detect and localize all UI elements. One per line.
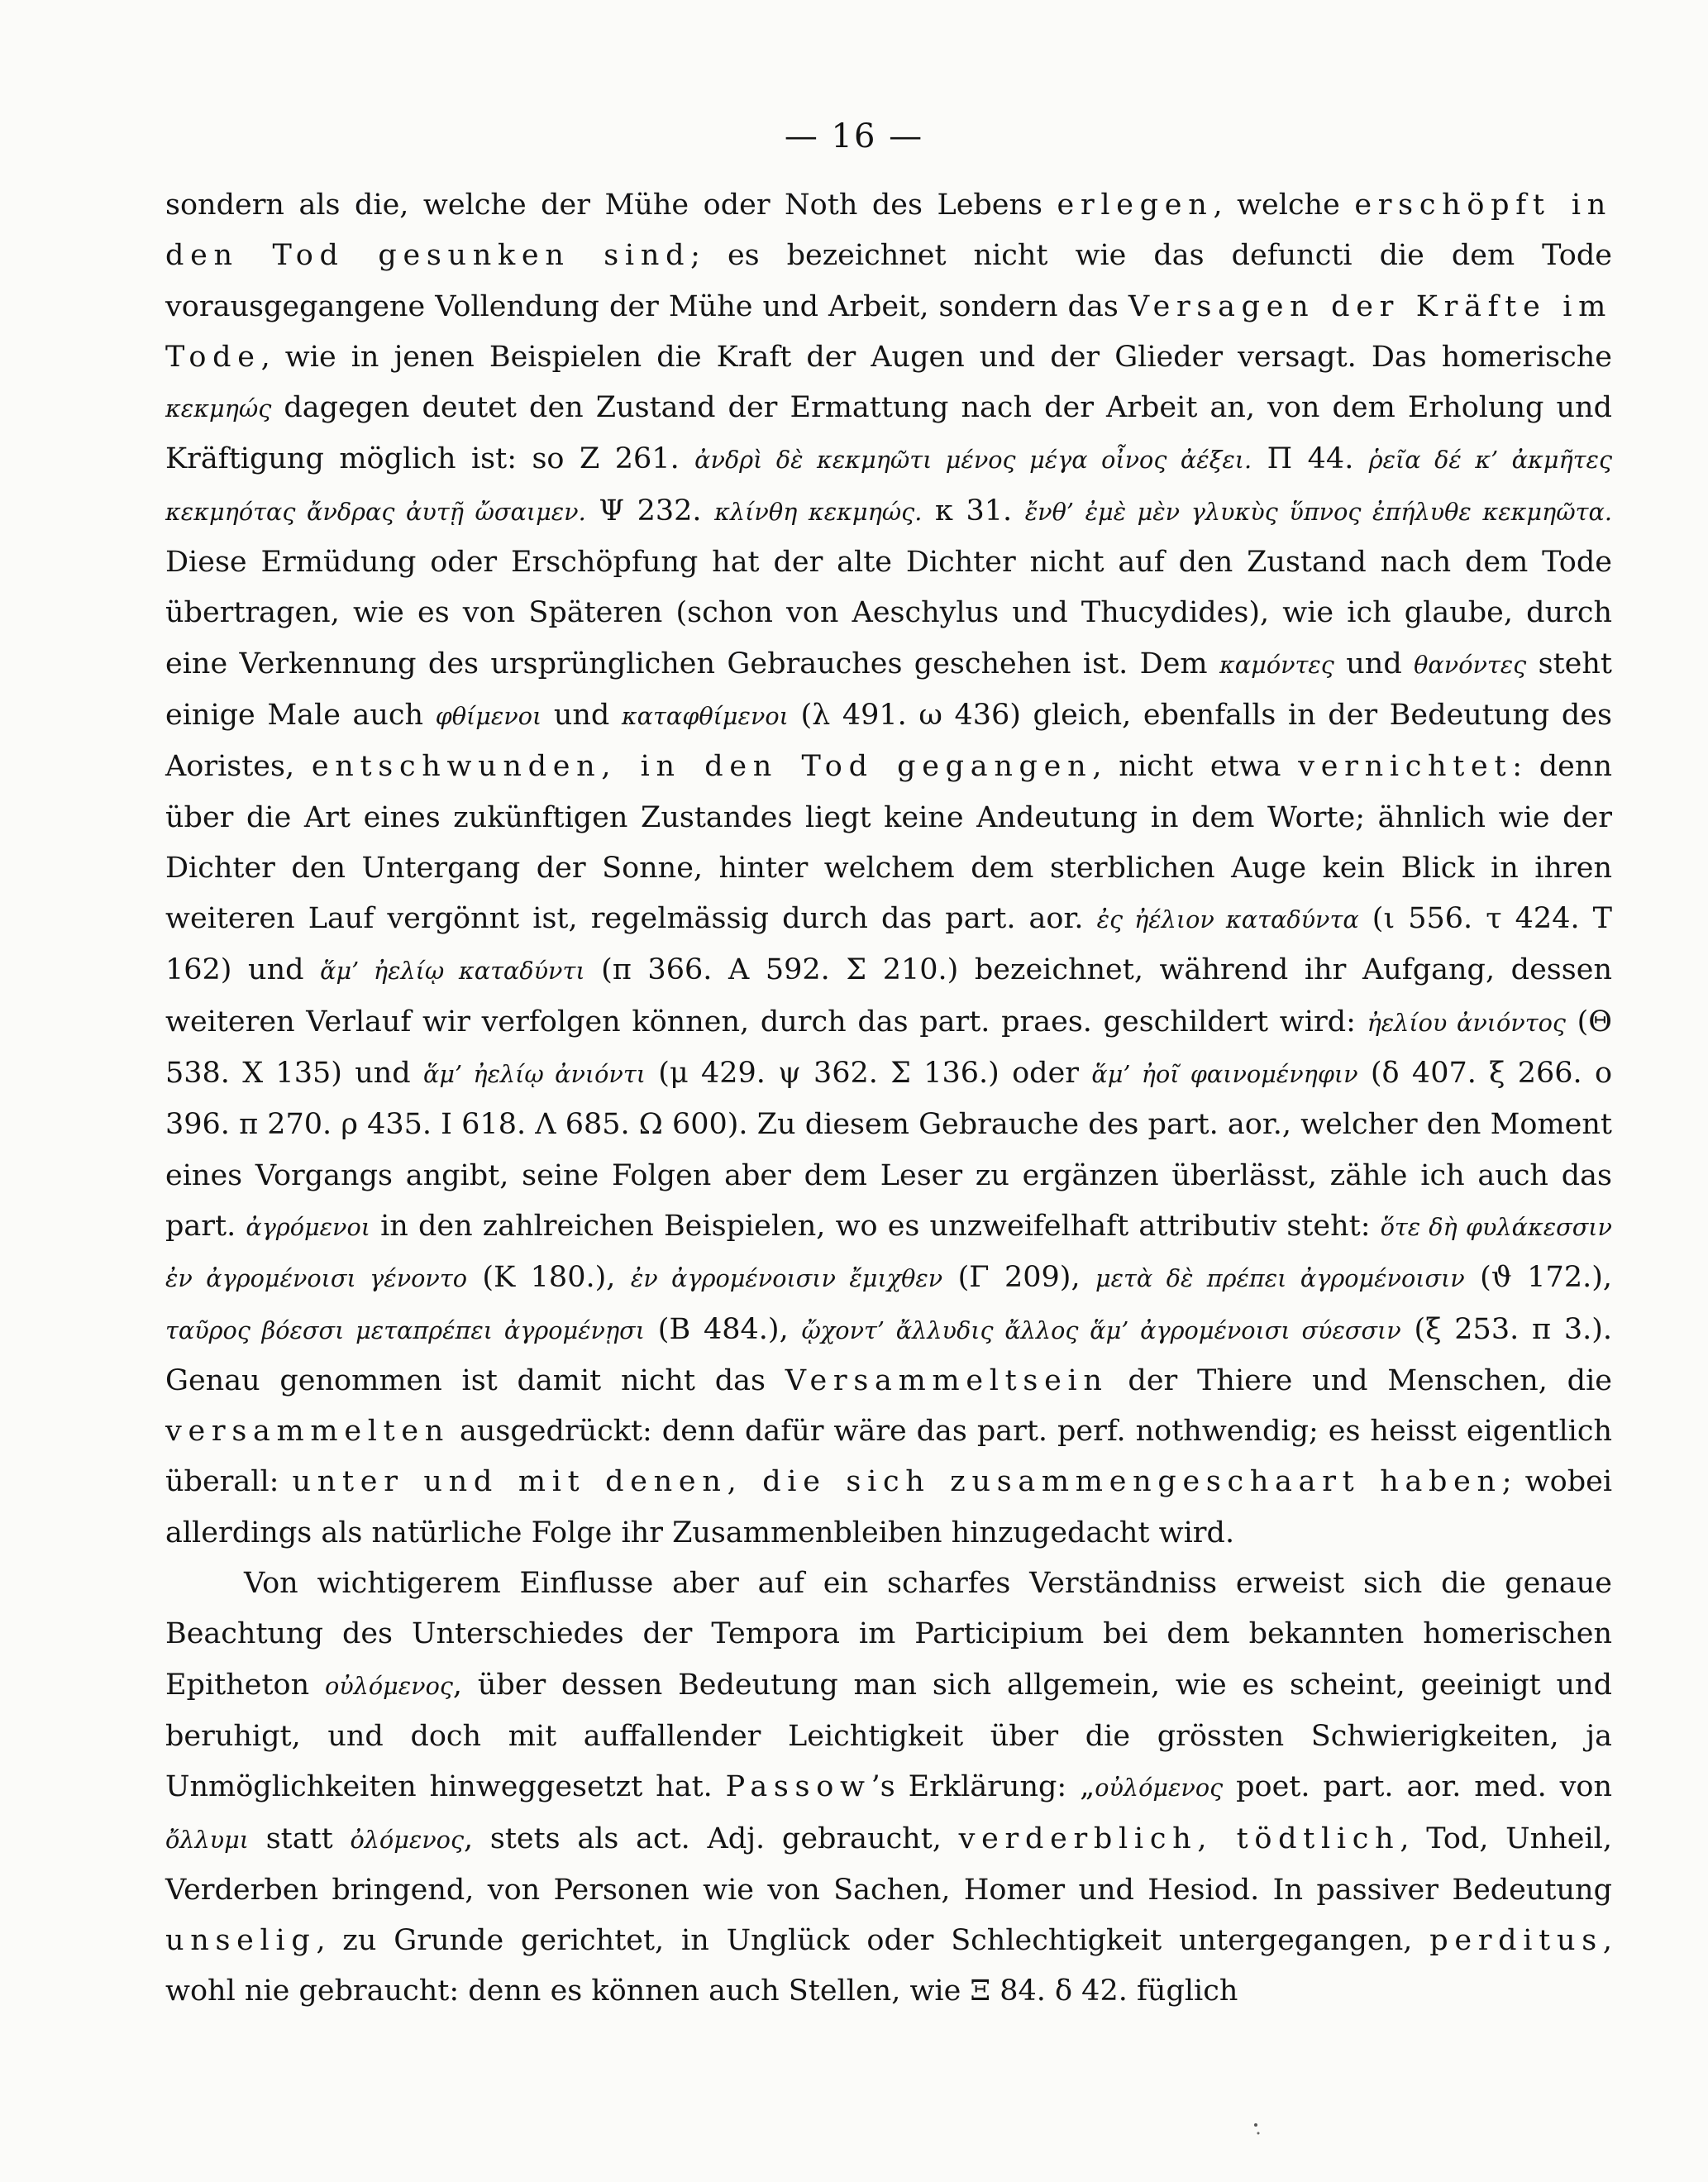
paragraph-1	[165, 180, 1612, 1559]
text-run: Von wichtigerem Einflusse aber auf ein scharfes Verständniss erweist sich die genaue Beachtung des Unterschiedes der Tempora im Participium bei dem bekannten homerischen Epitheton	[165, 1567, 1612, 1702]
emphasized-term: Passow	[725, 1770, 871, 1804]
text-run: (Θ 538. X 135) und	[165, 1005, 1612, 1091]
greek-quotation: ὀλόμενος	[350, 1825, 465, 1854]
text-run: (K 180.),	[467, 1261, 631, 1295]
greek-quotation: θανόντες	[1414, 650, 1527, 679]
text-run: statt	[248, 1822, 351, 1855]
greek-quotation: μετὰ δὲ πρέπει ἀγρομένοισιν	[1095, 1264, 1465, 1293]
greek-quotation: κλίνθη κεκμηώς.	[714, 497, 923, 526]
greek-quotation: ἐν ἀγρομένοισιν ἔμιχθεν	[630, 1264, 943, 1293]
text-run: ; wobei allerdings als natürliche Folge ihr Zusammenbleiben hinzugedacht wird.	[165, 1465, 1613, 1549]
greek-quotation: ῥεῖα δέ κ’ ἀκμῆτες κεκμηότας ἄνδρας ἀυτῇ ὤσαιμεν.	[165, 446, 1613, 526]
greek-quotation: ἀγρόμενοι	[246, 1212, 370, 1241]
text-run: , wohl nie gebraucht: denn es können auch Stellen, wie Ξ 84. δ 42. füglich	[165, 1924, 1612, 2008]
emphasized-term: erschöpft in den Tod gesunken sind	[165, 189, 1612, 273]
text-run: (λ 491. ω 436) gleich, ebenfalls in der Bedeutung des Aoristes,	[165, 698, 1612, 784]
greek-quotation: ταῦρος βόεσσι μεταπρέπει ἀγρομένῃσι	[165, 1315, 645, 1344]
paper-speck	[1257, 2132, 1260, 2135]
greek-quotation: καταφθίμενοι	[621, 701, 789, 730]
text-run: in den zahlreichen Beispielen, wo es unzweifelhaft attributiv steht:	[370, 1209, 1381, 1243]
emphasized-term: unter und mit denen, die sich zusammengeschaart haben	[292, 1465, 1502, 1499]
greek-quotation: ὅτε δὴ φυλάκεσσιν ἐν ἀγρομένοισι γένοντο	[165, 1212, 1612, 1293]
greek-quotation: ἠελίου ἀνιόντος	[1367, 1008, 1566, 1037]
text-run: (ϑ 172.),	[1464, 1261, 1612, 1295]
text-run: (δ 407. ξ 266. ο 396. π 270. ρ 435. Ι 618. Λ 685. Ω 600). Zu diesem Gebrauche des part. aor., welcher den Moment eines Vorgangs angibt, seine Folgen aber dem Leser zu ergänzen überlässt, zähle ich auch das part.	[165, 1057, 1613, 1243]
emphasized-term: erlegen	[1057, 189, 1214, 222]
text-run: , über dessen Bedeutung man sich allgemein, wie es scheint, geeinigt und beruhigt, und doch mit auffallender Leichtigkeit über die grössten Schwierigkeiten, ja Unmöglichkeiten hinweggesetzt hat.	[165, 1668, 1612, 1804]
greek-quotation: ἅμ’ ἠελίῳ καταδύντι	[320, 957, 585, 986]
text-run: und	[1333, 647, 1415, 680]
emphasized-term: unselig	[165, 1924, 317, 1958]
text-run: , stets als act. Adj. gebraucht,	[464, 1822, 959, 1855]
emphasized-term: Versammeltsein	[785, 1363, 1109, 1397]
text-run: (B 484.),	[645, 1312, 802, 1346]
text-run: (μ 429. ψ 362. Σ 136.) oder	[646, 1057, 1092, 1091]
text-run: sondern als die, welche der Mühe oder Noth des Lebens	[165, 189, 1057, 222]
paper-speck	[1254, 2123, 1257, 2127]
text-run: Diese Ermüdung oder Erschöpfung hat der alte Dichter nicht auf den Zustand nach dem Tode übertragen, wie es von Späteren (schon von Aeschylus und Thucydides), wie ich glaube, durch eine Verkennung des ursprünglichen Gebrauches geschehen ist. Dem	[165, 546, 1612, 680]
emphasized-term: Versagen der Kräfte im Tode	[165, 289, 1612, 374]
text-run: κ 31.	[922, 494, 1025, 528]
body-text	[165, 180, 1612, 2017]
greek-quotation: ἀνδρὶ δὲ κεκμηῶτι μένος μέγα οἶνος ἀέξει.	[694, 446, 1252, 475]
greek-quotation: ἅμ’ ἠελίῳ ἀνιόντι	[422, 1060, 646, 1089]
text-run: Ψ 232.	[585, 494, 715, 528]
text-run: steht einige Male auch	[165, 647, 1612, 732]
text-run: und	[542, 698, 622, 732]
text-run: der Thiere und Menschen, die	[1108, 1363, 1612, 1397]
greek-quotation: ἔνθ’ ἐμὲ μὲν γλυκὺς ὕπνος ἐπήλυθε κεκμηῶτα.	[1024, 497, 1612, 526]
greek-quotation: ὄλλυμι	[165, 1825, 249, 1854]
emphasized-term: vernichtet	[1298, 750, 1513, 784]
text-run: dagegen deutet den Zustand der Ermattung nach der Arbeit an, von dem Erholung und Kräftigung möglich ist: so Z 261.	[165, 391, 1612, 476]
text-run: (ι 556. τ 424. T 162) und	[165, 902, 1613, 987]
greek-quotation: ᾤχοντ’ ἄλλυδις ἄλλος ἅμ’ ἀγρομένοισι σύεσσιν	[801, 1315, 1401, 1344]
text-run: Π 44.	[1252, 442, 1369, 476]
text-run: (Γ 209),	[942, 1261, 1095, 1295]
text-run: , nicht etwa	[1092, 750, 1299, 784]
text-run: ’s Erklärung: „	[871, 1770, 1095, 1804]
text-run: , zu Grunde gerichtet, in Unglück oder Schlechtigkeit untergegangen,	[316, 1924, 1430, 1958]
greek-quotation: οὐλόμενος	[324, 1671, 453, 1700]
text-run: (π 366. Α 592. Σ 210.) bezeichnet, während ihr Aufgang, dessen weiteren Verlauf wir verfolgen können, durch das part. praes. geschildert wird:	[165, 953, 1612, 1038]
page-number: — 16 —	[784, 117, 924, 155]
text-run: ; es bezeichnet nicht wie das defuncti die dem Tode vorausgegangene Vollendung der Mühe und Arbeit, sondern das	[165, 239, 1612, 323]
text-run: ausgedrückt: denn dafür wäre das part. perf. nothwendig; es heisst eigentlich überall:	[165, 1415, 1612, 1499]
text-run: , Tod, Unheil, Verderben bringend, von Personen wie von Sachen, Homer und Hesiod. In passiver Bedeutung	[165, 1822, 1612, 1907]
text-run: , wie in jenen Beispielen die Kraft der Augen und der Glieder versagt. Das homerische	[260, 340, 1612, 374]
greek-quotation: ἅμ’ ἠοῖ φαινομένηφιν	[1091, 1060, 1358, 1089]
text-run: (ξ 253. π 3.). Genau genommen ist damit nicht das	[165, 1312, 1613, 1397]
text-run: , welche	[1213, 189, 1355, 222]
text-run: poet. part. aor. med. von	[1223, 1770, 1612, 1804]
greek-quotation: ἐς ἠέλιον καταδύντα	[1096, 905, 1359, 934]
greek-quotation: καμόντες	[1219, 650, 1334, 679]
greek-quotation: οὐλόμενος	[1095, 1774, 1224, 1802]
text-run: : denn über die Art eines zukünftigen Zustandes liegt keine Andeutung in dem Worte; ähnlich wie der Dichter den Untergang der Sonne, hinter welchem dem sterblichen Auge kein Blick in ihren weiteren Lauf vergönnt ist, regelmässig durch das part. aor.	[165, 750, 1612, 936]
emphasized-term: verderblich, tödtlich	[958, 1822, 1400, 1855]
greek-quotation: κεκμηώς	[165, 394, 272, 423]
greek-quotation: φθίμενοι	[435, 701, 542, 730]
paragraph-2	[165, 1559, 1612, 2017]
emphasized-term: versammelten	[165, 1415, 451, 1449]
emphasized-term: entschwunden, in den Tod gegangen	[311, 750, 1093, 784]
emphasized-term: perditus	[1429, 1924, 1603, 1958]
